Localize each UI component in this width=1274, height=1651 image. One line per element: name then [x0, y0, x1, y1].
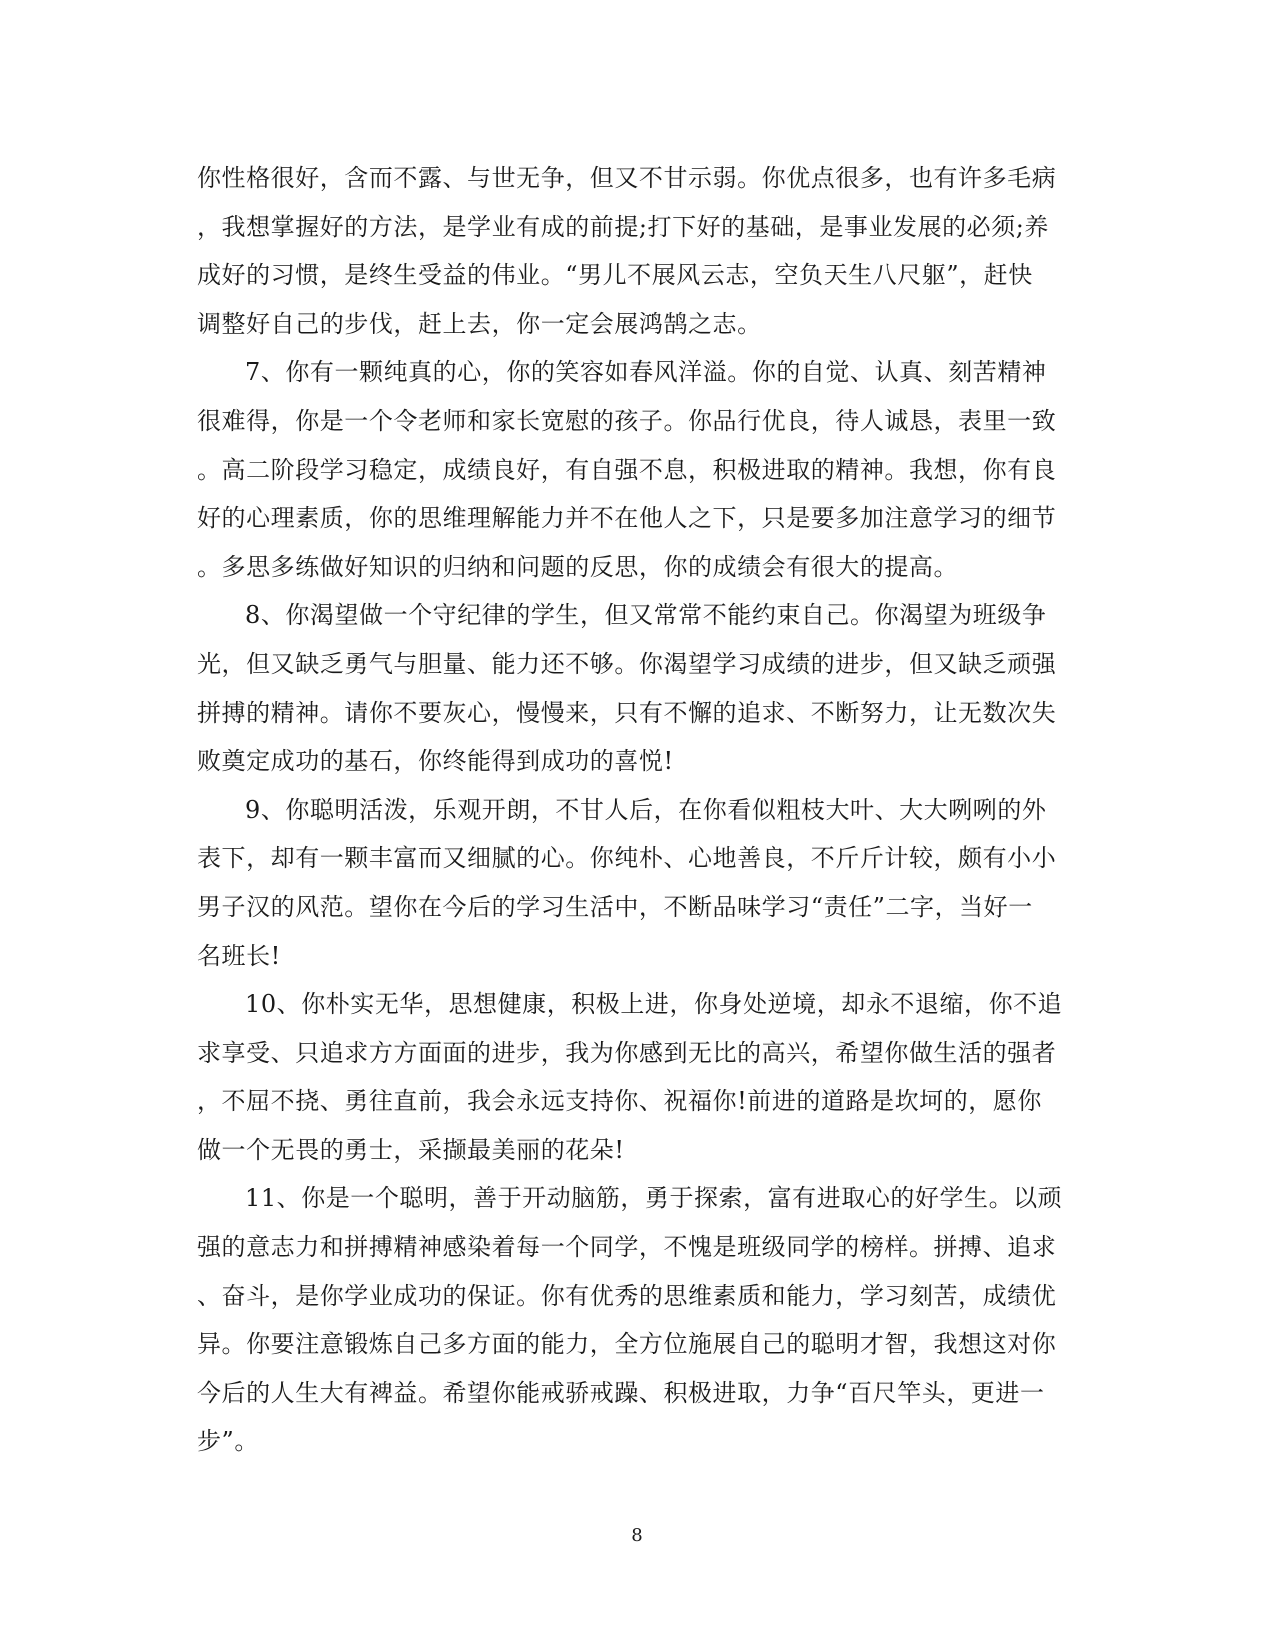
text-line: 做一个无畏的勇士，采撷最美丽的花朵!	[197, 1135, 625, 1164]
paragraph-start-8: 8、你渴望做一个守纪律的学生，但又常常不能约束自己。你渴望为班级争	[245, 601, 1047, 630]
text-line: 你性格很好，含而不露、与世无争，但又不甘示弱。你优点很多，也有许多毛病	[197, 164, 1057, 192]
text-line: 男子汉的风范。望你在今后的学习生活中，不断品味学习“责任”二字，当好一	[197, 892, 1033, 921]
text-line: 表下，却有一颗丰富而又细腻的心。你纯朴、心地善良，不斤斤计较，颇有小小	[197, 844, 1057, 873]
paragraph-start-11: 11、你是一个聪明，善于开动脑筋，勇于探索，富有进取心的好学生。以顽	[245, 1184, 1063, 1213]
text-line: 很难得，你是一个令老师和家长宽慰的孩子。你品行优良，待人诚恳，表里一致	[197, 406, 1057, 435]
paragraph-start-10: 10、你朴实无华，思想健康，积极上进，你身处逆境，却永不退缩，你不追	[245, 990, 1063, 1019]
text-line: 。高二阶段学习稳定，成绩良好，有自强不息，积极进取的精神。我想，你有良	[197, 455, 1057, 484]
text-line: 求享受、只追求方方面面的进步，我为你感到无比的高兴，希望你做生活的强者	[197, 1038, 1057, 1067]
text-line: 成好的习惯，是终生受益的伟业。“男儿不展风云志，空负天生八尺躯”，赶快	[197, 261, 1033, 290]
text-line: ，不屈不挠、勇往直前，我会永远支持你、祝福你!前进的道路是坎坷的，愿你	[197, 1087, 1042, 1116]
paragraph-start-9: 9、你聪明活泼，乐观开朗，不甘人后，在你看似粗枝大叶、大大咧咧的外	[245, 795, 1047, 824]
paragraph-start-7: 7、你有一颗纯真的心，你的笑容如春风洋溢。你的自觉、认真、刻苦精神	[245, 358, 1047, 387]
text-line: 异。你要注意锻炼自己多方面的能力，全方位施展自己的聪明才智，我想这对你	[197, 1330, 1057, 1359]
text-line: 今后的人生大有裨益。希望你能戒骄戒躁、积极进取，力争“百尺竿头，更进一	[197, 1378, 1045, 1407]
text-line: 败奠定成功的基石，你终能得到成功的喜悦!	[197, 747, 674, 776]
body-text	[197, 154, 1077, 1466]
text-line: ，我想掌握好的方法，是学业有成的前提;打下好的基础，是事业发展的必须;养	[197, 212, 1049, 241]
text-line: 名班长!	[197, 941, 281, 970]
text-line: 拼搏的精神。请你不要灰心，慢慢来，只有不懈的追求、不断努力，让无数次失	[197, 698, 1057, 727]
text-line: 步”。	[197, 1427, 259, 1456]
text-line: 、奋斗，是你学业成功的保证。你有优秀的思维素质和能力，学习刻苦，成绩优	[197, 1281, 1057, 1310]
text-line: 调整好自己的步伐，赶上去，你一定会展鸿鹄之志。	[197, 309, 762, 338]
text-line: 。多思多练做好知识的归纳和问题的反思，你的成绩会有很大的提高。	[197, 552, 959, 581]
text-line: 好的心理素质，你的思维理解能力并不在他人之下，只是要多加注意学习的细节	[197, 504, 1057, 533]
page-number: 8	[631, 1525, 643, 1546]
text-line: 强的意志力和拼搏精神感染着每一个同学，不愧是班级同学的榜样。拼搏、追求	[197, 1233, 1057, 1262]
text-line: 光，但又缺乏勇气与胆量、能力还不够。你渴望学习成绩的进步，但又缺乏顽强	[197, 649, 1057, 678]
